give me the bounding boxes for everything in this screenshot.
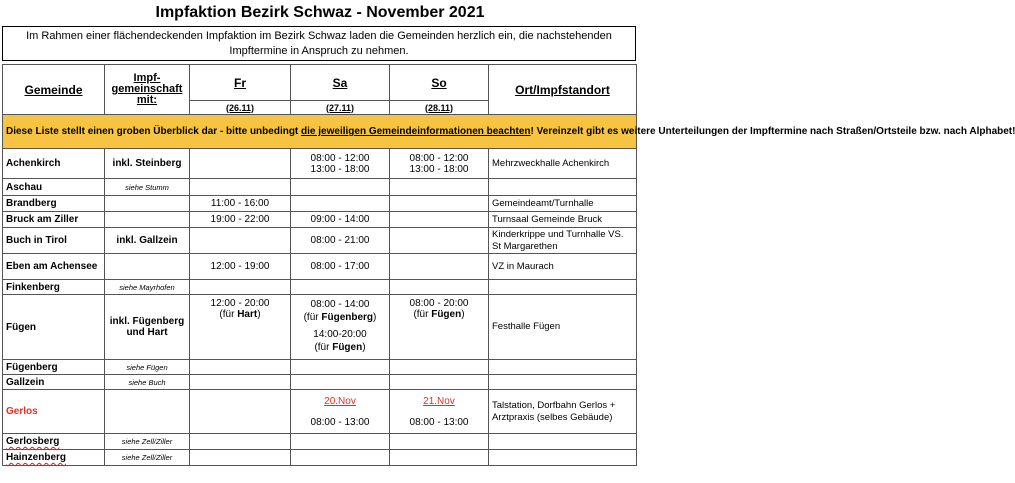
sa-cell: 08:00 - 12:00 13:00 - 18:00	[291, 149, 390, 179]
table-row	[3, 360, 637, 375]
ort-cell: Mehrzweckhalle Achenkirch	[489, 149, 637, 179]
header-sa: Sa	[291, 65, 390, 101]
impfgemeinschaft-cell: inkl. Steinberg	[105, 149, 190, 179]
gemeinde-cell: Gallzein	[3, 375, 105, 390]
schedule-table	[2, 64, 1015, 466]
header-gemeinde: Gemeinde	[3, 65, 105, 115]
gemeinde-cell: Bruck am Ziller	[3, 212, 105, 228]
header-fr-date: (26.11)	[190, 101, 291, 115]
so-cell: 08:00 - 20:00 (für Fügen)	[390, 295, 489, 360]
fr-cell: 12:00 - 19:00	[190, 254, 291, 280]
sa-cell: 08:00 - 14:00 (für Fügenberg) 14:00-20:00 (für Fügen)	[291, 295, 390, 360]
gemeinde-cell: Gerlosberg	[3, 434, 105, 450]
table-row	[3, 228, 637, 254]
table-row	[3, 375, 637, 390]
gemeinde-cell: Aschau	[3, 179, 105, 196]
gemeinde-cell: Buch in Tirol	[3, 228, 105, 254]
impfgemeinschaft-cell: inkl. Gallzein	[105, 228, 190, 254]
impfgemeinschaft-cell: siehe Zell/Ziller	[105, 434, 190, 450]
intro-line-2: Impftermine in Anspruch zu nehmen.	[229, 45, 409, 57]
ort-cell: VZ in Maurach	[489, 254, 637, 280]
notice-link[interactable]: die jeweiligen Gemeindeinformationen beachten	[301, 126, 531, 137]
table-row	[3, 390, 637, 434]
ort-cell: Talstation, Dorfbahn Gerlos + Arztpraxis (selbes Gebäude)	[489, 390, 637, 434]
so-cell: 08:00 - 12:00 13:00 - 18:00	[390, 149, 489, 179]
table-row	[3, 254, 637, 280]
ort-cell: Turnsaal Gemeinde Bruck	[489, 212, 637, 228]
intro-line-1: Im Rahmen einer flächendeckenden Impfaktion im Bezirk Schwaz laden die Gemeinden herzlich ein, die nachstehenden	[26, 30, 612, 42]
ort-cell: Kinderkrippe und Turnhalle VS. St Margarethen	[489, 228, 637, 254]
table-row	[3, 149, 637, 179]
impfgemeinschaft-cell: siehe Mayrhofen	[105, 280, 190, 295]
header-fr: Fr	[190, 65, 291, 101]
table-row	[3, 434, 637, 450]
page-title: Impfaktion Bezirk Schwaz - November 2021	[155, 4, 485, 21]
header-sa-date: (27.11)	[291, 101, 390, 115]
impfgemeinschaft-cell: inkl. Fügenberg und Hart	[105, 295, 190, 360]
impfgemeinschaft-cell: siehe Fügen	[105, 360, 190, 375]
gemeinde-cell: Achenkirch	[3, 149, 105, 179]
gemeinde-cell: Brandberg	[3, 196, 105, 212]
table-row	[3, 280, 637, 295]
ort-cell: Festhalle Fügen	[489, 295, 637, 360]
fr-cell: 11:00 - 16:00	[190, 196, 291, 212]
header-impfgemeinschaft: Impf- gemeinschaft mit:	[105, 65, 190, 115]
sa-cell: 20.Nov 08:00 - 13:00	[291, 390, 390, 434]
gemeinde-cell: Hainzenberg	[3, 450, 105, 466]
fr-cell: 12:00 - 20:00 (für Hart)	[190, 295, 291, 360]
impfgemeinschaft-cell: siehe Zell/Ziller	[105, 450, 190, 466]
sa-cell: 08:00 - 21:00	[291, 228, 390, 254]
gemeinde-cell: Finkenberg	[3, 280, 105, 295]
sa-cell: 08:00 - 17:00	[291, 254, 390, 280]
fr-cell	[190, 149, 291, 179]
fr-cell: 19:00 - 22:00	[190, 212, 291, 228]
impfgemeinschaft-cell: siehe Buch	[105, 375, 190, 390]
gemeinde-cell: Gerlos	[3, 390, 105, 434]
header-so-date: (28.11)	[390, 101, 489, 115]
header-ort: Ort/Impfstandort	[489, 65, 637, 115]
impfgemeinschaft-cell: siehe Stumm	[105, 179, 190, 196]
table-row	[3, 212, 637, 228]
table-row	[3, 295, 637, 360]
table-row	[3, 196, 637, 212]
so-cell: 21.Nov 08:00 - 13:00	[390, 390, 489, 434]
table-row	[3, 450, 637, 466]
gemeinde-cell: Fügen	[3, 295, 105, 360]
header-so: So	[390, 65, 489, 101]
sa-cell: 09:00 - 14:00	[291, 212, 390, 228]
gemeinde-cell: Eben am Achensee	[3, 254, 105, 280]
notice-row	[3, 115, 637, 149]
notice-text: Diese Liste stellt einen groben Überblick dar - bitte unbedingt die jeweiligen Gemeindeinformationen beachten! Vereinzelt gibt es weitere Unterteilungen der Impftermine nach Straßen/Ortsteile bzw. nach Alphabet!	[3, 115, 637, 149]
gemeinde-cell: Fügenberg	[3, 360, 105, 375]
table-row	[3, 179, 637, 196]
ort-cell: Gemeindeamt/Turnhalle	[489, 196, 637, 212]
header-row	[3, 65, 637, 101]
intro-text	[2, 26, 636, 61]
